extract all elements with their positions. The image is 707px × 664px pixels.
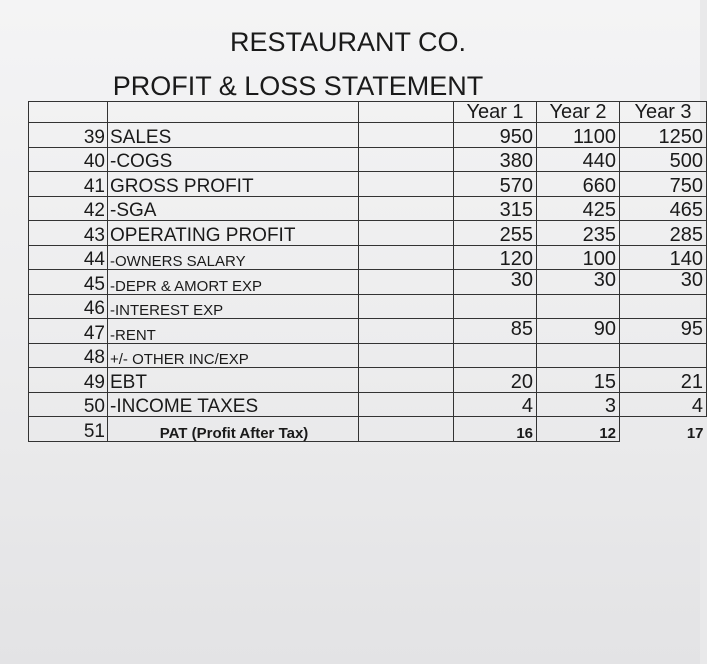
value-year1 [454, 294, 537, 319]
table-row [29, 270, 707, 295]
row-label: SALES [108, 123, 359, 148]
row-label: -INTEREST EXP [108, 294, 359, 319]
table-row [29, 294, 707, 319]
row-number: 51 [77, 417, 108, 442]
table-row [29, 319, 707, 344]
column-header-year1: Year 1 [454, 102, 537, 123]
row-number: 46 [77, 294, 108, 319]
value-year3: 30 [620, 270, 707, 295]
table-row [29, 245, 707, 270]
row-number: 48 [77, 343, 108, 368]
value-year1: 255 [454, 221, 537, 246]
value-year2: 3 [537, 392, 620, 417]
blank-cell [77, 102, 108, 123]
blank-cell [359, 102, 454, 123]
row-label: -INCOME TAXES [108, 392, 359, 417]
value-year3: 95 [620, 319, 707, 344]
value-year2: 12 [537, 417, 620, 442]
value-year1: 20 [454, 368, 537, 393]
row-number: 47 [77, 319, 108, 344]
table-row [29, 368, 707, 393]
value-year1: 120 [454, 245, 537, 270]
statement-title: PROFIT & LOSS STATEMENT [112, 71, 484, 101]
value-year1: 570 [454, 172, 537, 197]
value-year3: 1250 [620, 123, 707, 148]
table-row-pat [29, 417, 707, 442]
pl-table [28, 101, 707, 442]
value-year1: 4 [454, 392, 537, 417]
value-year1: 950 [454, 123, 537, 148]
table-row [29, 392, 707, 417]
row-number: 45 [77, 270, 108, 295]
blank-cell [108, 102, 359, 123]
row-number: 39 [77, 123, 108, 148]
row-number: 49 [77, 368, 108, 393]
table-row [29, 343, 707, 368]
value-year3: 465 [620, 196, 707, 221]
row-label: OPERATING PROFIT [108, 221, 359, 246]
row-label: -OWNERS SALARY [108, 245, 359, 270]
row-number: 44 [77, 245, 108, 270]
value-year2 [537, 343, 620, 368]
row-label: GROSS PROFIT [108, 172, 359, 197]
value-year1: 85 [454, 319, 537, 344]
value-year2: 100 [537, 245, 620, 270]
value-year3: 500 [620, 147, 707, 172]
blank-cell [29, 102, 77, 123]
value-year1 [454, 343, 537, 368]
row-label: EBT [108, 368, 359, 393]
value-year2 [537, 294, 620, 319]
row-label: -SGA [108, 196, 359, 221]
value-year2: 1100 [537, 123, 620, 148]
value-year3: 750 [620, 172, 707, 197]
table-title-row [29, 102, 707, 123]
row-label: -DEPR & AMORT EXP [108, 270, 359, 295]
value-year3: 17 [620, 417, 707, 442]
value-year3: 285 [620, 221, 707, 246]
value-year3 [620, 294, 707, 319]
row-number: 40 [77, 147, 108, 172]
value-year1: 380 [454, 147, 537, 172]
value-year3: 4 [620, 392, 707, 417]
table-row [29, 147, 707, 172]
column-header-year3: Year 3 [620, 102, 707, 123]
table-row [29, 221, 707, 246]
value-year1: 30 [454, 270, 537, 295]
row-label: +/- OTHER INC/EXP [108, 343, 359, 368]
company-title: RESTAURANT CO. [229, 27, 467, 57]
table-row [29, 172, 707, 197]
row-label: -RENT [108, 319, 359, 344]
row-number: 41 [77, 172, 108, 197]
value-year2: 440 [537, 147, 620, 172]
row-number: 50 [77, 392, 108, 417]
value-year2: 425 [537, 196, 620, 221]
value-year1: 16 [454, 417, 537, 442]
column-header-year2: Year 2 [537, 102, 620, 123]
row-label: -COGS [108, 147, 359, 172]
row-number: 43 [77, 221, 108, 246]
value-year2: 90 [537, 319, 620, 344]
value-year3: 21 [620, 368, 707, 393]
value-year1: 315 [454, 196, 537, 221]
value-year3 [620, 343, 707, 368]
value-year2: 15 [537, 368, 620, 393]
row-label: PAT (Profit After Tax) [108, 417, 359, 442]
table-row [29, 196, 707, 221]
value-year2: 235 [537, 221, 620, 246]
table-row [29, 123, 707, 148]
value-year2: 660 [537, 172, 620, 197]
value-year2: 30 [537, 270, 620, 295]
value-year3: 140 [620, 245, 707, 270]
row-number: 42 [77, 196, 108, 221]
